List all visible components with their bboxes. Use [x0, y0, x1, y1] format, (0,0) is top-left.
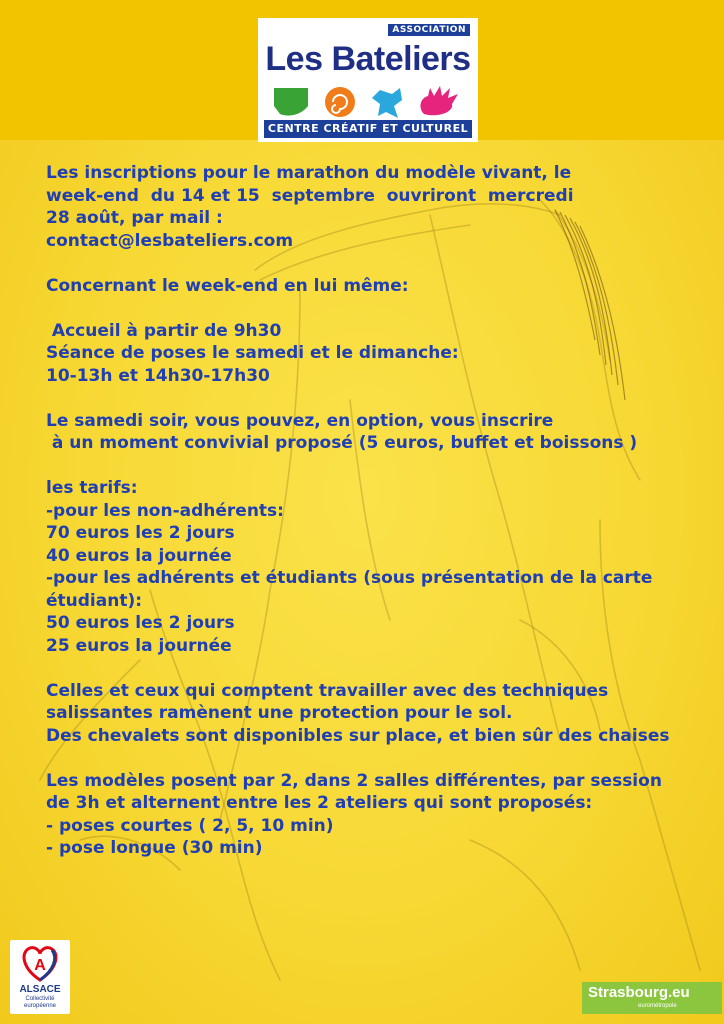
pink-hand-icon — [421, 86, 458, 115]
strasbourg-name: Strasbourg.eu — [588, 984, 690, 1001]
paragraph-gap — [46, 387, 720, 410]
text-line: contact@lesbateliers.com — [46, 230, 294, 251]
logo-icons — [268, 84, 468, 120]
text-line: à un moment convivial proposé (5 euros, buffet et boissons ) — [46, 433, 638, 453]
logo-subtitle: CENTRE CRÉATIF ET CULTUREL — [264, 120, 472, 138]
paragraph-gap — [46, 747, 720, 770]
logo-name: Les Bateliers — [265, 40, 471, 78]
paragraph-gap — [46, 252, 720, 275]
alsace-heart-icon — [10, 940, 70, 984]
green-map-icon — [274, 88, 308, 116]
text-line: Concernant le week-end en lui même: — [46, 275, 409, 296]
text-line: week-end du 14 et 15 septembre ouvriront mercredi — [46, 185, 574, 206]
text-line: Des chevalets sont disponibles sur place, et bien sûr des chaises — [46, 725, 670, 746]
text-line: 50 euros les 2 jours — [46, 613, 235, 633]
text-line: 28 août, par mail : — [46, 208, 223, 228]
strasbourg-subtitle: eurométropole — [638, 1003, 677, 1009]
blue-figure-icon — [372, 88, 402, 118]
alsace-name: ALSACE — [19, 984, 61, 995]
strasbourg-logo — [582, 982, 722, 1014]
paragraph-gap — [46, 455, 720, 478]
text-line: 40 euros la journée — [46, 545, 232, 566]
text-line: Les modèles posent par 2, dans 2 salles différentes, par session — [46, 770, 662, 791]
text-line: 25 euros la journée — [46, 635, 232, 656]
text-line: Accueil à partir de 9h30 — [46, 320, 282, 341]
les-bateliers-logo — [258, 18, 478, 142]
text-line: Celles et ceux qui comptent travailler avec des techniques — [46, 680, 609, 701]
alsace-subtitle-2: européenne — [23, 1003, 57, 1009]
text-line: -pour les non-adhérents: — [46, 500, 284, 521]
alsace-subtitle — [10, 996, 70, 1010]
text-line: 70 euros les 2 jours — [46, 523, 235, 543]
announcement-text — [46, 162, 720, 860]
text-line: étudiant): — [46, 590, 143, 611]
orange-spiral-icon — [325, 87, 355, 117]
text-line: de 3h et alternent entre les 2 ateliers qui sont proposés: — [46, 793, 593, 813]
text-line: Le samedi soir, vous pouvez, en option, vous inscrire — [46, 410, 554, 431]
svg-text:A: A — [34, 957, 46, 974]
paragraph-gap — [46, 657, 720, 680]
text-line: - pose longue (30 min) — [46, 838, 263, 858]
alsace-subtitle-1: Collectivité — [25, 996, 55, 1002]
text-line: les tarifs: — [46, 478, 138, 498]
text-line: 10-13h et 14h30-17h30 — [46, 365, 270, 386]
paragraph-gap — [46, 297, 720, 320]
text-line: Les inscriptions pour le marathon du modèle vivant, le — [46, 163, 572, 183]
text-line: -pour les adhérents et étudiants (sous présentation de la carte — [46, 568, 653, 588]
association-tag: ASSOCIATION — [388, 24, 470, 36]
text-line: - poses courtes ( 2, 5, 10 min) — [46, 815, 334, 836]
text-line: salissantes ramènent une protection pour le sol. — [46, 703, 513, 723]
text-line: Séance de poses le samedi et le dimanche: — [46, 343, 459, 363]
alsace-logo — [10, 940, 70, 1014]
